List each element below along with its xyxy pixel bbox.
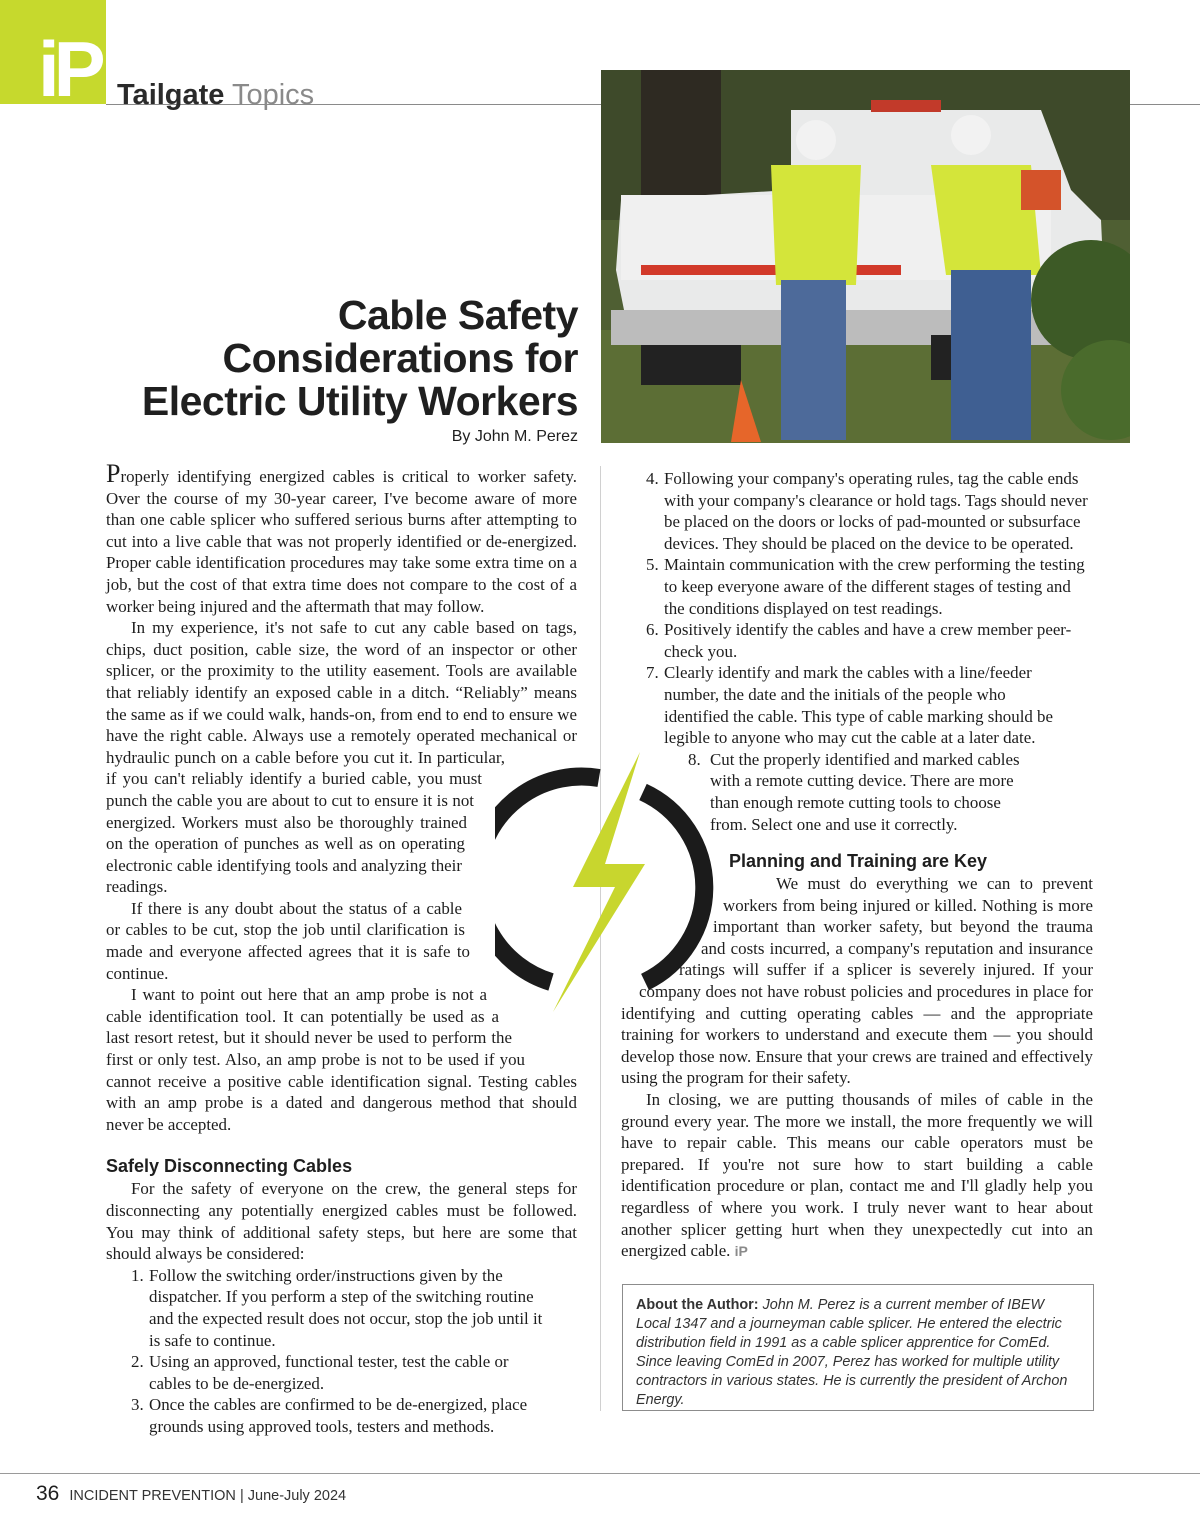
paragraph: If there is any doubt about the status of a cable or cables to be cut, stop the job until clarification is made and everyone affected agrees that it is safe to continue. [106,898,470,983]
footer-rule [0,1473,1200,1474]
page-footer [36,1482,346,1506]
section-label [117,78,314,112]
author-label: About the Author: [636,1297,759,1313]
list-item: 6. Positively identify the cables and have a crew member peer-check you. [646,620,1072,661]
paragraph: I want to point out here that an amp probe is not a cable identification tool. It can potentially be used as a last resort retest, but it should never be used to perform the first or only test. Also, an amp probe is not to be used if you cannot receive a positive cable identification signal. Testing cables with an amp probe is a dated and dangerous method that should never be accepted. [106,985,577,1134]
paragraph: For the safety of everyone on the crew, the general steps for disconnecting any potentially energized cables must be followed. You may think of additional safety steps, but here are some that should always be considered: [106,1179,577,1264]
paragraph: Properly identifying energized cables is critical to worker safety. Over the course of my 30-year career, I've become aware of more than one cable splicer who suffered serious burns after attempting to cut into a live cable that was not properly identified or de-energized. Proper cable identification procedures may take some extra time on a job, but the cost of that extra time does not compare to the cost of a worker being injured and the aftermath that may follow. [106,459,577,616]
author-bio: John M. Perez is a current member of IBEW Local 1347 and a journeyman cable splicer. He entered the electric distribution field in 1991 as a cable splicer apprentice for ComEd. Since leaving ComEd in 2007, Perez has worked for multiple utility contractors in various states. He is currently the president of Archon Energy. [636,1297,1068,1408]
article-photo [601,70,1130,443]
author-bio-box [622,1284,1094,1411]
article-title [18,294,578,423]
title-line: Cable Safety [337,292,578,338]
page-number: 36 [36,1482,60,1505]
section-label-bold: Tailgate [117,79,225,111]
section-label-light: Topics [231,79,315,111]
paragraph: In my experience, it's not safe to cut any cable based on tags, chips, duct position, cable size, the word of an inspector or other splicer, or the proximity to the utility easement. Tools are available that reliably identify an exposed cable in a ditch. “Reliably” means the same as if we could walk, hands-on, from end to end to ensure we have the right cable. Always use a remotely operated mechanical or hydraulic punch on a cable before you cut it. In particular, if you can't reliably identify a buried cable, you must punch the cable you are about to cut to ensure it is not energized. Workers must also be thoroughly trained on the operation of punches as well as on operating electronic cable identifying tools and analyzing their readings. [106,618,577,897]
end-mark: iP [734,1243,748,1260]
drop-cap: P [106,459,121,488]
list-item: 7. Clearly identify and mark the cables with a line/feeder number, the date and the initials of the people who identified the cable. This type of cable marking should be legible to anyone who may cut the cable at a later date. [646,663,1053,748]
subheading: Safely Disconnecting Cables [106,1156,353,1177]
list-item: 2. Using an approved, functional tester, test the cable or cables to be de-energized. [131,1352,509,1393]
list-item: 8. Cut the properly identified and marked cables with a remote cutting device. There are more than enough remote cutting tools to choose from. Select one and use it correctly. [688,749,1020,834]
list-item: 1. Follow the switching order/instructions given by the dispatcher. If you perform a step of the switching routine and the expected result does not occur, stop the job until it is safe to continue. [131,1265,543,1350]
issue-date: June-July 2024 [247,1488,347,1504]
list-item: 4. Following your company's operating rules, tag the cable ends with your company's clearance or hold tags. Tags should never be placed on the doors or locks of pad-mounted or subsurface devices. They should be placed on the device to be operated. [646,469,1088,553]
magazine-logo [0,0,106,113]
workers-truck-photo [601,70,1130,443]
lightning-bolt-icon [495,752,720,1022]
footer-separator: | [239,1488,244,1504]
title-line: Considerations for [222,335,578,381]
paragraph: We must do everything we can to prevent workers from being injured or killed. Nothing is more important than worker safety, but beyond the trauma and costs incurred, a company's reputation and insurance ratings will suffer if a splicer is severely injured. If your company does not have robust policies and procedures in place for identifying and cutting operating cables — and the appropriate training for workers to understand and execute them — you should develop those now. Ensure that your crews are trained and effectively using the program for their safety. [621,874,1093,1088]
title-line: Electric Utility Workers [141,378,578,424]
list-item: 3. Once the cables are confirmed to be de-energized, place grounds using approved tools, testers and methods. [131,1395,528,1436]
logo-text: iP [38,25,100,113]
paragraph: In closing, we are putting thousands of miles of cable in the ground every year. The more we install, the more frequently we will have to repair cable. This means our cable operators must be prepared. If you're not sure how to start building a cable identification procedure or plan, contact me and I'll gladly help you regardless of where you work. I truly never want to hear about another splicer getting hurt when they unexpectedly cut into an energized cable. iP [621,1090,1093,1261]
subheading: Planning and Training are Key [729,851,988,872]
publication-name: INCIDENT PREVENTION [69,1488,236,1504]
byline: By John M. Perez [451,428,578,445]
list-item: 5. Maintain communication with the crew performing the testing to keep everyone aware of the different stages of testing and the conditions displayed on test readings. [646,555,1085,618]
